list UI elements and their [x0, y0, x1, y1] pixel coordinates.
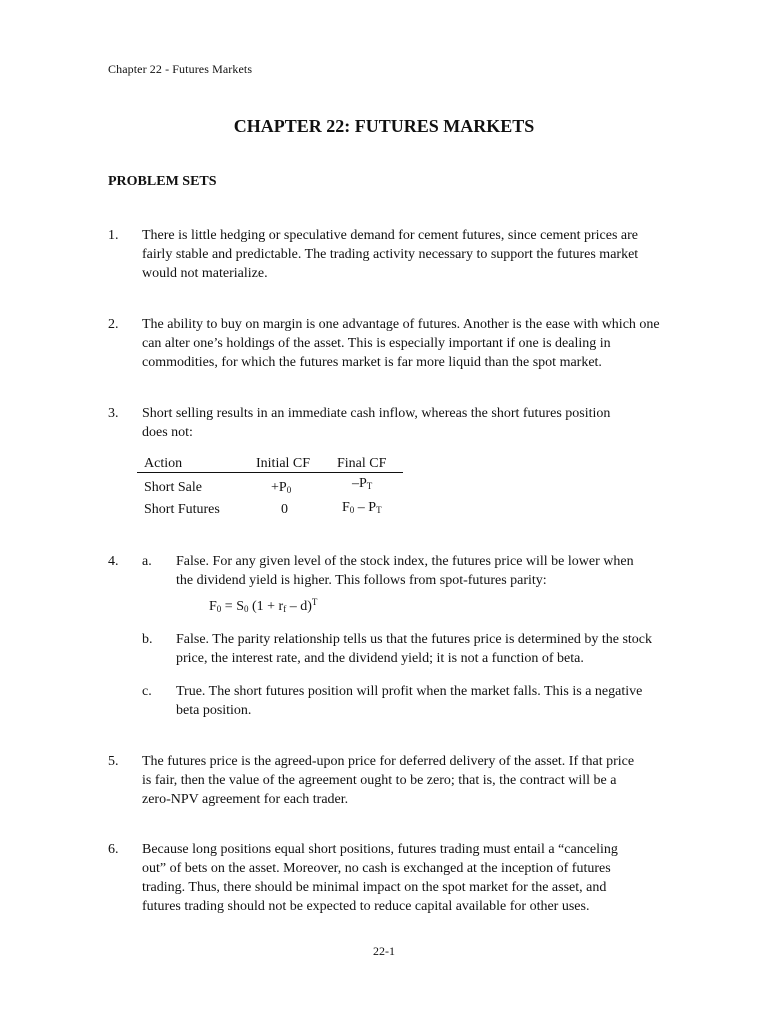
- problem-text-line: does not:: [142, 425, 193, 440]
- problem-text-line: futures trading should not be expected to reduce capital available for other uses.: [142, 899, 590, 914]
- sub-item-text-line: price, the interest rate, and the dividend yield; it is not a function of beta.: [176, 651, 584, 666]
- problem-number: 5.: [108, 754, 119, 769]
- problem-number: 4.: [108, 554, 119, 569]
- sub-item-text-line: True. The short futures position will profit when the market falls. This is a negative: [176, 684, 643, 699]
- table-cell-initial-cf: $+P_0$: [271, 480, 292, 495]
- parity-formula: $F_0 = S_0$ $(1 + r_f - d)^T$: [209, 597, 318, 614]
- table-rule: [137, 472, 403, 473]
- sub-item-letter: c.: [142, 684, 152, 699]
- problem-text-line: Short selling results in an immediate cash inflow, whereas the short futures position: [142, 406, 611, 421]
- problem-number: 3.: [108, 406, 119, 421]
- problem-text-line: is fair, then the value of the agreement ought to be zero; that is, the contract will be a: [142, 773, 617, 788]
- problem-text-line: fairly stable and predictable. The trading activity necessary to support the futures market: [142, 247, 639, 262]
- problem-number: 2.: [108, 317, 119, 332]
- sub-item-letter: b.: [142, 632, 153, 647]
- sub-item-text-line: beta position.: [176, 703, 252, 718]
- problem-text-line: out” of bets on the asset. Moreover, no cash is exchanged at the inception of futures: [142, 861, 611, 876]
- problem-text-line: Because long positions equal short positions, futures trading must entail a “canceling: [142, 842, 618, 857]
- sub-item-text-line: False. The parity relationship tells us that the futures price is determined by the stock: [176, 632, 653, 647]
- problem-text-line: can alter one’s holdings of the asset. This is especially important if one is dealing in: [142, 336, 611, 351]
- problem-text-line: commodities, for which the futures market is far more liquid than the spot market.: [142, 355, 602, 370]
- table-cell-final-cf: $-P_T$: [352, 476, 373, 491]
- sub-item-letter: a.: [142, 554, 152, 569]
- table-header-final-cf: Final CF: [337, 456, 387, 471]
- problem-text-line: would not materialize.: [142, 266, 268, 281]
- sub-item-text-line: the dividend yield is higher. This follows from spot-futures parity:: [176, 573, 547, 588]
- table-header-action: Action: [144, 456, 183, 471]
- problem-text-line: The ability to buy on margin is one advantage of futures. Another is the ease with which one: [142, 317, 660, 332]
- page-number: 22-1: [373, 944, 395, 958]
- running-header: Chapter 22 - Futures Markets: [108, 62, 253, 76]
- chapter-title: CHAPTER 22: FUTURES MARKETS: [233, 116, 535, 136]
- problem-text-line: The futures price is the agreed-upon price for deferred delivery of the asset. If that price: [142, 754, 635, 769]
- table-cell-final-cf: $F_0 - P_T$: [342, 500, 382, 515]
- table-header-initial-cf: Initial CF: [256, 456, 311, 471]
- table-cell-action: Short Sale: [144, 480, 202, 495]
- problem-text-line: zero-NPV agreement for each trader.: [142, 792, 349, 807]
- table-cell-action: Short Futures: [144, 502, 220, 517]
- problem-text-line: There is little hedging or speculative demand for cement futures, since cement prices are: [142, 228, 639, 243]
- problem-number: 6.: [108, 842, 119, 857]
- problem-number: 1.: [108, 228, 119, 243]
- sub-item-text-line: False. For any given level of the stock index, the futures price will be lower when: [176, 554, 634, 569]
- problem-text-line: trading. Thus, there should be minimal impact on the spot market for the asset, and: [142, 880, 607, 895]
- table-cell-initial-cf: 0: [281, 502, 288, 517]
- section-heading: PROBLEM SETS: [108, 174, 217, 189]
